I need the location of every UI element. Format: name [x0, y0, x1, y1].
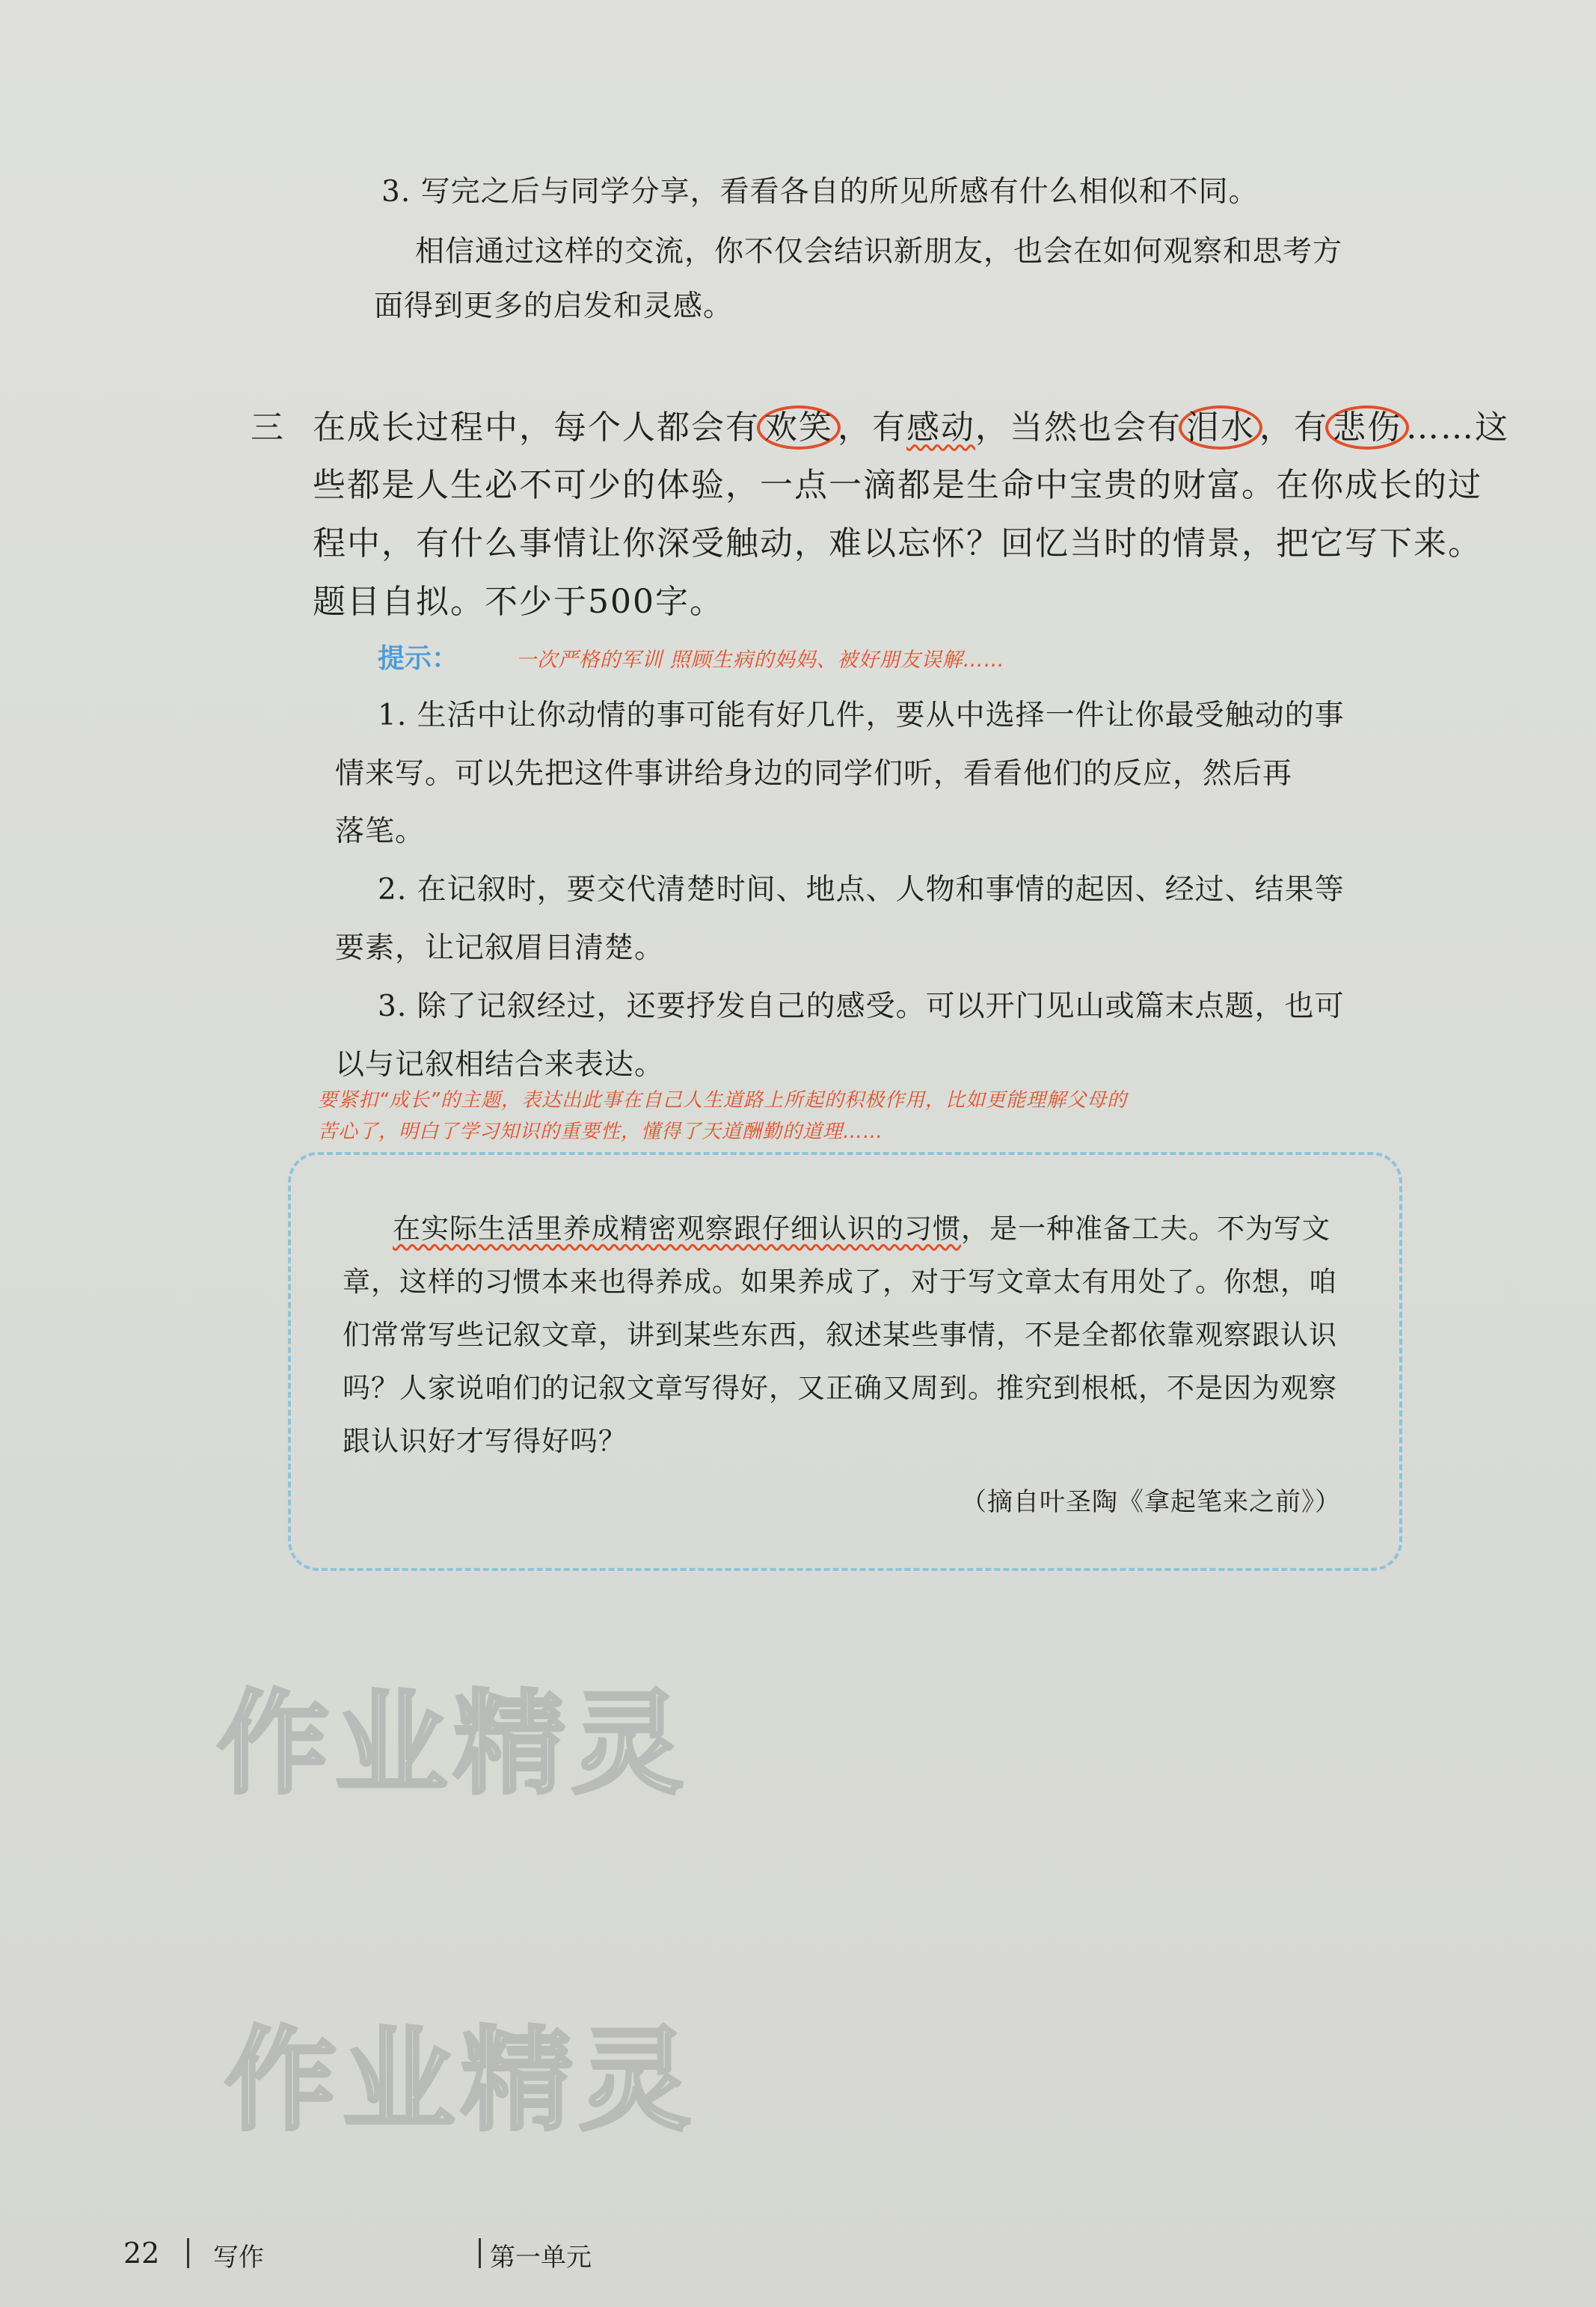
- section3-line1-d: ，有: [1259, 408, 1328, 447]
- section3-line3: 程中，有什么事情让你深受触动，难以忘怀？回忆当时的情景，把它写下来。: [313, 524, 1482, 563]
- hint-label: 提示：: [378, 643, 459, 674]
- quote-line5: 跟认识好才写得好吗？: [343, 1425, 627, 1457]
- section3-line2: 些都是人生必不可少的体验，一点一滴都是生命中宝贵的财富。在你成长的过: [313, 466, 1482, 504]
- section3-number: 三: [251, 408, 285, 447]
- quote-line1: [393, 1206, 1330, 1246]
- circled-word-huanxiao: 欢笑: [757, 405, 841, 450]
- section3-line1-c: ，当然也会有: [975, 408, 1182, 447]
- hint1-line3: 落笔。: [335, 815, 426, 848]
- hint3-line1: 3. 除了记叙经过，还要抒发自己的感受。可以开门见山或篇末点题，也可: [378, 990, 1345, 1023]
- hint1-line2: 情来写。可以先把这件事讲给身边的同学们听，看看他们的反应，然后再: [335, 757, 1293, 791]
- quote-underlined-phrase: 在实际生活里养成精密观察跟仔细认识的习惯: [393, 1213, 961, 1245]
- handwritten-note-theme-line2: 苦心了，明白了学习知识的重要性，懂得了天道酬勤的道理……: [318, 1121, 884, 1143]
- page-number: 22: [123, 2237, 160, 2270]
- section2-paragraph-line1: 相信通过这样的交流，你不仅会结识新朋友，也会在如何观察和思考方: [415, 235, 1343, 269]
- quote-source: （摘自叶圣陶《拿起笔来之前》）: [961, 1487, 1341, 1517]
- quote-line1-rest: ，是一种准备工夫。不为写文: [961, 1213, 1330, 1245]
- handwritten-note-examples: 一次严格的军训 照顾生病的妈妈、被好朋友误解……: [516, 649, 1005, 672]
- hint1-line1: 1. 生活中让你动情的事可能有好几件，要从中选择一件让你最受触动的事: [378, 699, 1345, 732]
- section3-line1-e: ……这: [1406, 408, 1509, 447]
- circled-word-leishui: 泪水: [1179, 405, 1262, 450]
- section3-line1: [313, 400, 1509, 448]
- underlined-word-gandong: 感动: [906, 408, 975, 447]
- section2-item3: 3. 写完之后与同学分享，看看各自的所见所感有什么相似和不同。: [381, 175, 1259, 209]
- footer-divider-2: [479, 2238, 481, 2268]
- section3-line4: 题目自拟。不少于500字。: [313, 583, 724, 621]
- hint2-line2: 要素，让记叙眉目清楚。: [335, 931, 665, 965]
- quote-line3: 们常常写些记叙文章，讲到某些东西，叙述某些事情，不是全都依靠观察跟认识: [343, 1319, 1337, 1351]
- handwritten-note-theme-line1: 要紧扣“成长”的主题，表达出此事在自己人生道路上所起的积极作用，比如更能理解父母的: [318, 1089, 1127, 1112]
- watermark-1: 作业精灵: [217, 1679, 690, 1810]
- hint2-line1: 2. 在记叙时，要交代清楚时间、地点、人物和事情的起因、经过、结果等: [378, 873, 1345, 907]
- section2-paragraph-line2: 面得到更多的启发和灵感。: [374, 289, 734, 323]
- hint3-line2: 以与记叙相结合来表达。: [335, 1048, 665, 1082]
- watermark-2: 作业精灵: [224, 2016, 698, 2146]
- quote-line4: 吗？人家说咱们的记叙文章写得好，又正确又周到。推究到根柢，不是因为观察: [343, 1372, 1337, 1404]
- footer-unit: 第一单元: [490, 2243, 592, 2273]
- section3-line1-a: 在成长过程中，每个人都会有: [313, 408, 760, 447]
- footer-section: 写作: [213, 2243, 264, 2273]
- section3-line1-b: ，有: [838, 408, 906, 447]
- quote-line2: 章，这样的习惯本来也得养成。如果养成了，对于写文章太有用处了。你想，咱: [343, 1266, 1337, 1298]
- footer-divider-1: [187, 2238, 189, 2268]
- circled-word-beishang: 悲伤: [1325, 405, 1409, 450]
